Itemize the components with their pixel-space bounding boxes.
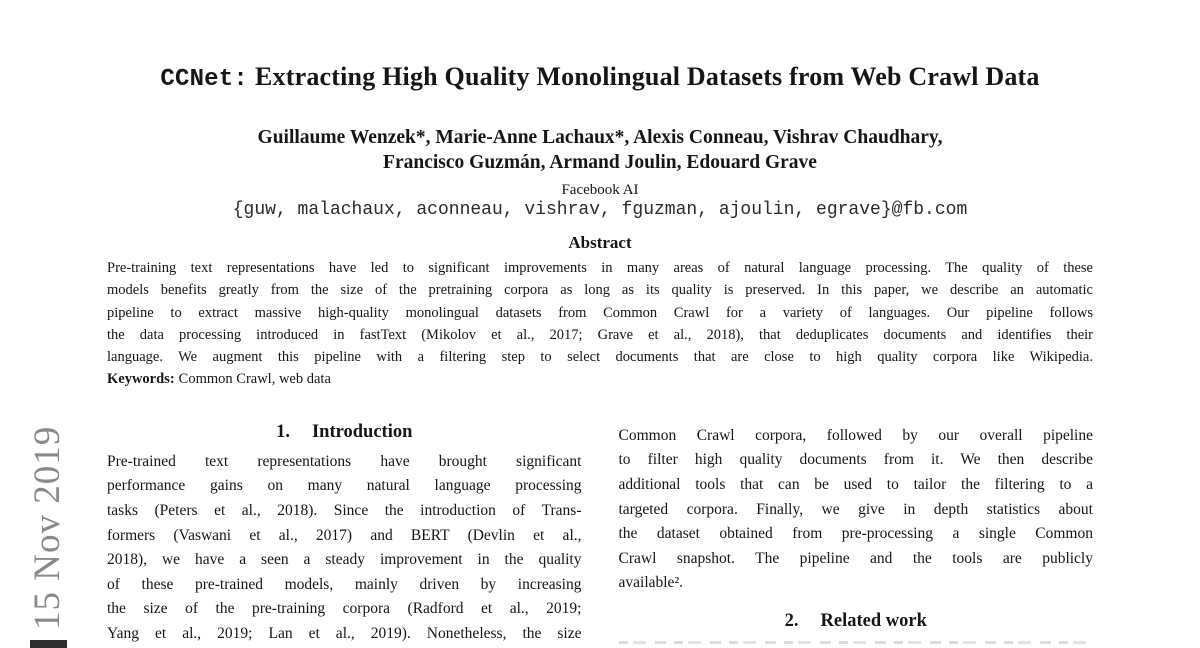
arxiv-id-clipped-fragment	[30, 640, 67, 648]
abstract-line: Pre-training text representations have led to significant improvements in many areas of natural language processing. The quality of these	[107, 260, 1093, 276]
introduction-paragraph	[107, 450, 582, 647]
abstract-text	[107, 257, 1093, 368]
section-heading-introduction	[107, 419, 582, 445]
body-text-line: additional tools that can be used to tailor the filtering to a	[618, 475, 1093, 493]
clipped-text-line-tops	[619, 641, 1094, 645]
author-line-2: Francisco Guzmán, Armand Joulin, Edouard Grave	[383, 152, 817, 173]
abstract-line: the data processing introduced in fastText (Mikolov et al., 2017; Grave et al., 2018), that deduplicates documents and identifies their	[107, 326, 1093, 343]
body-text-line: Common Crawl corpora, followed by our overall pipeline	[618, 426, 1093, 444]
paper-title	[107, 62, 1093, 95]
two-column-body	[107, 419, 1093, 647]
abstract-line: language. We augment this pipeline with a filtering step to select documents that are close to high quality corpora like Wikipedia.	[107, 349, 1093, 366]
body-text-line: the dataset obtained from pre-processing a single Common	[618, 525, 1093, 543]
body-text-line: Pre-trained text representations have brought significant	[107, 452, 582, 470]
section-number: 1.	[276, 421, 290, 442]
body-text-line: targeted corpora. Finally, we give in depth statistics about	[618, 500, 1093, 518]
affiliation: Facebook AI	[561, 182, 639, 198]
left-column	[107, 419, 582, 647]
paper-title-main-part: Extracting High Quality Monolingual Datasets from Web Crawl Data	[255, 62, 1040, 91]
section-number: 2.	[784, 610, 799, 631]
right-column-paragraph	[619, 424, 1094, 572]
body-text-line-last: available².	[618, 574, 683, 592]
body-text-line: Yang et al., 2019; Lan et al., 2019). Nonetheless, the size	[107, 624, 582, 642]
section-title: Introduction	[311, 421, 413, 442]
keywords-line	[107, 368, 1093, 390]
body-text-line: to filter high quality documents from it. We then describe	[618, 451, 1093, 469]
author-list	[107, 125, 1093, 175]
body-text-line: performance gains on many natural language processing	[107, 477, 582, 495]
right-column	[619, 419, 1094, 647]
body-text-line: formers (Vaswani et al., 2017) and BERT (Devlin et al.,	[107, 526, 582, 544]
body-text-line: tasks (Peters et al., 2018). Since the introduction of Trans-	[107, 501, 582, 519]
body-text-line: 2018), we have a seen a steady improvement in the quality	[107, 551, 582, 569]
author-emails: {guw, malachaux, aconneau, vishrav, fguzman, ajoulin, egrave}@fb.com	[232, 200, 968, 220]
author-line-1: Guillaume Wenzek*, Marie-Anne Lachaux*, Alexis Conneau, Vishrav Chaudhary,	[257, 127, 943, 148]
section-heading-related-work	[619, 608, 1094, 634]
paper-title-monospace-part: CCNet:	[160, 66, 248, 93]
arxiv-date-watermark: 15 Nov 2019	[27, 425, 68, 630]
page-content	[107, 0, 1093, 647]
section-title: Related work	[820, 610, 927, 631]
keywords-label: Keywords:	[107, 371, 175, 388]
abstract-heading: Abstract	[568, 233, 632, 252]
abstract-line: pipeline to extract massive high-quality monolingual datasets from Common Crawl for a variety of languages. Our pipeline follows	[107, 304, 1093, 321]
body-text-line: Crawl snapshot. The pipeline and the tools are publicly	[618, 549, 1093, 567]
abstract-line: models benefits greatly from the size of the pretraining corpora as long as its quality is preserved. In this paper, we describe an automatic	[107, 282, 1093, 299]
keywords-text: Common Crawl, web data	[178, 371, 331, 388]
body-text-line: of these pre-trained models, mainly driven by increasing	[107, 575, 582, 593]
body-text-line: the size of the pre-training corpora (Radford et al., 2019;	[107, 600, 582, 618]
